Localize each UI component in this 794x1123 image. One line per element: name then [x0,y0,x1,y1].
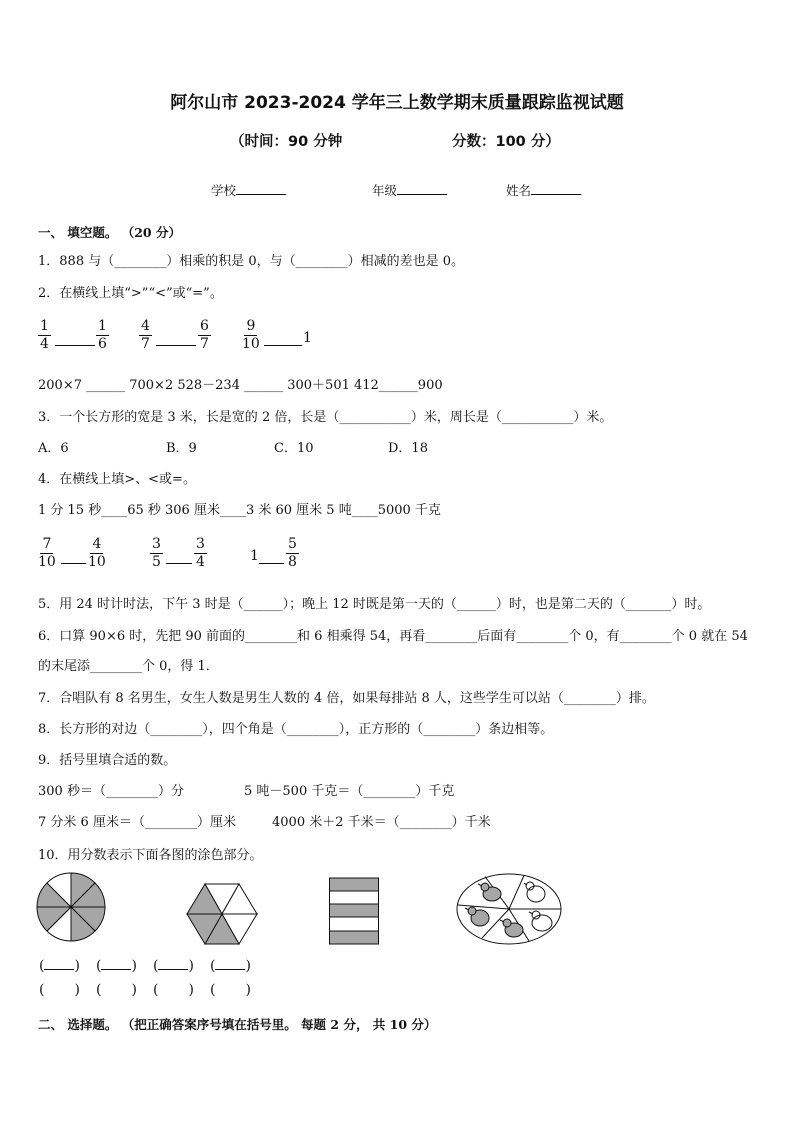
name-label: 姓名 [506,183,532,198]
numerator: 4 [141,318,150,334]
paren-close: ) [188,958,194,974]
numerator: 5 [288,536,297,552]
fraction-9-10 [242,318,260,353]
paren-close: ) [74,982,80,998]
question-9-item-2: 5 吨－500 千克＝（________）千克 [244,784,455,799]
page-title: 阿尔山市 2023-2024 学年三上数学期末质量跟踪监视试题 [170,93,624,113]
numerator: 3 [196,536,205,552]
question-9-item-4: 4000 米＋2 千米＝（________）千米 [272,815,491,830]
paren-close: ) [188,982,194,998]
fraction-bar [101,959,131,970]
answer-paren-1-top[interactable] [39,958,80,974]
rectangle-stripes-figure [328,876,380,946]
question-7: 7．合唱队有 8 名男生，女生人数是男生人数的 4 倍，如果每排站 8 人，这些学生可以站（________）排。 [38,691,655,706]
answer-paren-1-bottom[interactable] [39,982,80,998]
question-4-row-1: 1 分 15 秒____65 秒 306 厘米____3 米 60 厘米 5 吨____5000 千克 [38,503,441,518]
denominator: 4 [196,554,205,570]
denominator: 10 [88,554,106,570]
fraction-4-7 [139,318,152,353]
name-field [506,181,581,199]
option-a[interactable]: A．6 [38,441,69,456]
denominator: 10 [242,336,260,352]
denominator: 5 [152,554,161,570]
compare-blank[interactable] [264,344,302,346]
fraction-3-4 [194,536,207,571]
option-c[interactable]: C．10 [274,441,314,456]
number-one: 1 [250,548,259,564]
compare-blank[interactable] [61,562,86,564]
question-9: 9．括号里填合适的数。 [38,753,177,768]
numerator: 1 [40,318,49,334]
fraction-bar [215,959,245,970]
school-blank[interactable] [236,182,286,195]
paren-open: ( [39,958,45,974]
paren-close: ) [245,958,251,974]
oval-animals-figure [454,870,564,948]
question-8: 8．长方形的对边（________），四个角是（________），正方形的（________）条边相等。 [38,722,554,737]
paren-close: ) [245,982,251,998]
question-1: 1．888 与（________）相乘的积是 0，与（________）相减的差也是 0。 [38,254,465,269]
fraction-7-10 [38,536,56,571]
denominator: 4 [40,336,49,352]
option-d[interactable]: D．18 [388,441,428,456]
section-1-heading: 一、 填空题。 （20 分） [38,225,181,240]
fraction-bar [44,959,74,970]
school-field [211,181,286,199]
paren-open: ( [153,982,159,998]
denominator: 7 [141,336,150,352]
grade-blank[interactable] [397,182,447,195]
grade-field [372,181,447,199]
hexagon-figure [182,880,262,950]
fraction-bar [158,959,188,970]
answer-paren-4-top[interactable] [210,958,251,974]
numerator: 1 [98,318,107,334]
section-2-heading: 二、 选择题。 （把正确答案序号填在括号里。 每题 2 分， 共 10 分） [38,1017,437,1032]
paren-open: ( [153,958,159,974]
question-2-row-2: 200×7 ______ 700×2 528－234 ______ 300＋501 412______900 [38,378,443,393]
fraction-6-7 [198,318,211,353]
circle-eighths-figure [36,868,106,946]
question-6: 6．口算 90×6 时，先把 90 前面的________和 6 相乘得 54，再看________后面有________个 0，有________个 0 就在 54 [38,629,748,644]
question-9-item-1: 300 秒＝（________）分 [38,784,184,799]
paren-open: ( [210,958,216,974]
fraction-1-4 [38,318,51,353]
denominator: 10 [38,554,56,570]
paren-open: ( [210,982,216,998]
numerator: 7 [42,536,52,552]
numerator: 3 [152,536,161,552]
fraction-4-10 [88,536,106,571]
denominator: 7 [200,336,209,352]
question-4: 4．在横线上填>、<或=。 [38,472,196,487]
compare-blank[interactable] [259,562,284,564]
question-2: 2．在横线上填“>”“<”或“=”。 [38,286,223,301]
question-10: 10．用分数表示下面各图的涂色部分。 [38,848,263,863]
paren-close: ) [131,958,137,974]
paren-open: ( [96,982,102,998]
numerator: 4 [92,536,102,552]
denominator: 8 [288,554,297,570]
name-blank[interactable] [531,182,581,195]
fraction-3-5 [150,536,163,571]
answer-paren-2-bottom[interactable] [96,982,137,998]
answer-paren-3-top[interactable] [153,958,194,974]
exam-time: （时间：90 分钟 [230,134,343,150]
question-6-continued: 的末尾添________个 0，得 1． [38,659,219,674]
paren-open: ( [39,982,45,998]
answer-paren-2-top[interactable] [96,958,137,974]
fraction-1-6 [96,318,109,353]
answer-paren-4-bottom[interactable] [210,982,251,998]
paren-open: ( [96,958,102,974]
paren-close: ) [131,982,137,998]
question-3: 3．一个长方形的宽是 3 米，长是宽的 2 倍，长是（___________）米，周长是（___________）米。 [38,410,613,425]
question-9-item-3: 7 分米 6 厘米＝（________）厘米 [38,815,236,830]
numerator: 6 [200,318,209,334]
numerator: 9 [246,318,256,334]
compare-blank[interactable] [156,344,196,346]
exam-score: 分数：100 分） [452,134,560,150]
option-b[interactable]: B．9 [166,441,197,456]
number-one: 1 [303,330,312,346]
compare-blank[interactable] [55,344,95,346]
compare-blank[interactable] [166,562,192,564]
grade-label: 年级 [372,183,398,198]
denominator: 6 [98,336,107,352]
fraction-5-8 [286,536,299,571]
question-5: 5．用 24 时计时法，下午 3 时是（______）；晚上 12 时既是第一天的（______）时，也是第二天的（_______）时。 [38,597,711,612]
school-label: 学校 [211,183,237,198]
paren-close: ) [74,958,80,974]
answer-paren-3-bottom[interactable] [153,982,194,998]
